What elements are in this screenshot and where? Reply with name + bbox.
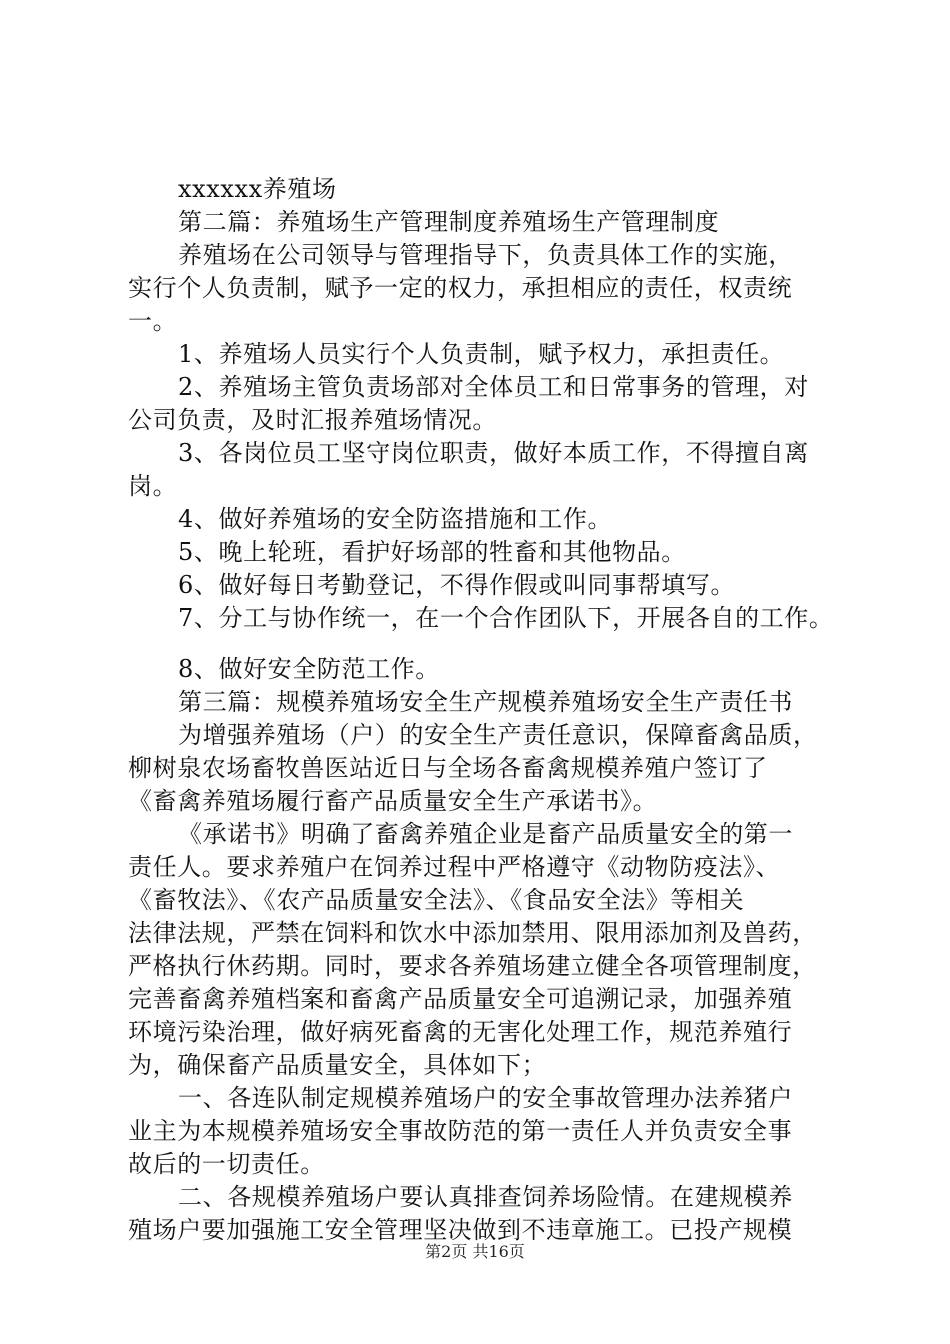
section-heading: 第二篇：养殖场生产管理制度养殖场生产管理制度 [178,208,720,236]
text-line: 为增强养殖场（户）的安全生产责任意识，保障畜禽品质， [178,721,818,749]
text-line: 一、各连队制定规模养殖场户的安全事故管理办法养猪户 [178,1084,793,1112]
text-line: 7、分工与协作统一，在一个合作团队下，开展各自的工作。 [178,604,834,632]
text-line: 4、做好养殖场的安全防盗措施和工作。 [178,505,613,533]
text-line: 8、做好安全防范工作。 [178,655,440,683]
text-line: 2、养殖场主管负责场部对全体员工和日常事务的管理，对 [178,373,809,401]
text-line: 6、做好每日考勤登记，不得作假或叫同事帮填写。 [178,571,736,599]
text-line: 殖场户要加强施工安全管理坚决做到不违章施工。已投产规模 [128,1216,793,1244]
text-line: 责任人。要求养殖户在饲养过程中严格遵守《动物防疫法》、 [128,853,781,881]
text-line: 3、各岗位员工坚守岗位职责，做好本质工作，不得擅自离 [178,439,809,467]
text-line: 5、晚上轮班，看护好场部的牲畜和其他物品。 [178,538,686,566]
text-line: xxxxxx养殖场 [178,175,337,203]
text-line: 环境污染治理，做好病死畜禽的无害化处理工作，规范养殖行 [128,1018,793,1046]
text-line: 岗。 [128,472,178,500]
text-line: 故后的一切责任。 [128,1150,325,1178]
page-number-footer: 第2页 共16页 [425,1242,525,1261]
text-line: 法律法规，严禁在饲料和饮水中添加禁用、限用添加剂及兽药， [128,919,817,947]
text-line: 二、各规模养殖场户要认真排查饲养场险情。在建规模养 [178,1183,793,1211]
text-line: 业主为本规模养殖场安全事故防范的第一责任人并负责安全事 [128,1117,793,1145]
text-line: 《承诺书》明确了畜禽养殖企业是畜产品质量安全的第一 [178,820,793,848]
text-line: 完善畜禽养殖档案和畜禽产品质量安全可追溯记录，加强养殖 [128,985,793,1013]
text-line: 《畜牧法》、《农产品质量安全法》、《食品安全法》等相关 [128,886,745,914]
text-line: 为，确保畜产品质量安全，具体如下； [128,1051,547,1079]
text-line: 一。 [128,307,178,335]
section-heading: 第三篇：规模养殖场安全生产规模养殖场安全生产责任书 [178,688,793,716]
text-line: 《畜禽养殖场履行畜产品质量安全生产承诺书》。 [128,787,658,815]
text-line: 公司负责，及时汇报养殖场情况。 [128,406,497,434]
text-line: 严格执行休药期。同时，要求各养殖场建立健全各项管理制度， [128,952,817,980]
text-line: 养殖场在公司领导与管理指导下，负责具体工作的实施， [178,241,793,269]
text-line: 1、养殖场人员实行个人负责制，赋予权力，承担责任。 [178,340,785,368]
text-line: 实行个人负责制，赋予一定的权力，承担相应的责任，权责统 [128,274,793,302]
text-line: 柳树泉农场畜牧兽医站近日与全场各畜禽规模养殖户签订了 [128,754,768,782]
